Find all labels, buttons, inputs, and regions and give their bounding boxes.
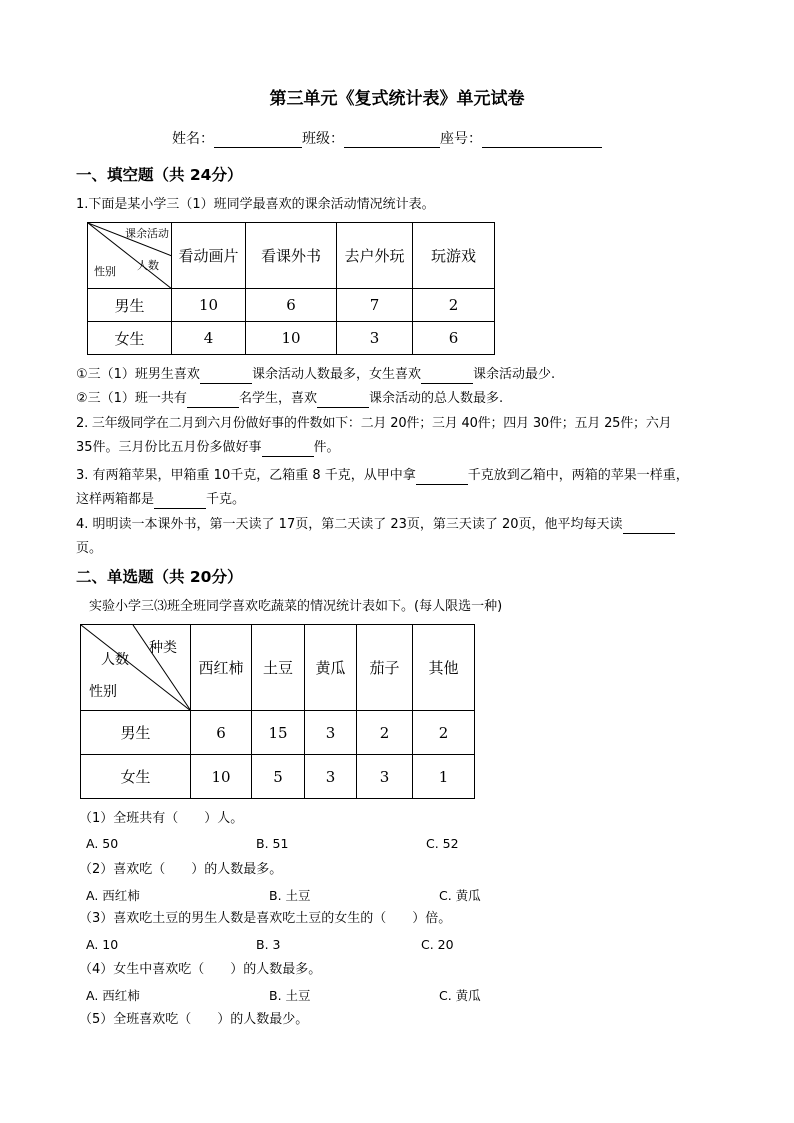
table2-cell: 10 <box>191 755 252 799</box>
q3-text-b: 千克放到乙箱中，两箱的苹果一样重， <box>467 468 689 483</box>
mc-option-c[interactable]: C. 52 <box>426 836 459 851</box>
table1-col-header: 看动画片 <box>172 223 246 289</box>
mc-question-stem: （3）喜欢吃土豆的男生人数是喜欢吃土豆的女生的（ ）倍。 <box>79 911 452 926</box>
answer-blank[interactable] <box>154 495 206 509</box>
q3-text-a: 3. 有两箱苹果，甲箱重 10千克，乙箱重 8 千克，从甲中拿 <box>76 468 416 483</box>
table2-corner-top: 种类 <box>149 640 177 656</box>
mc-option-b[interactable]: B. 3 <box>256 937 281 952</box>
q3-line1 <box>76 467 689 485</box>
q1-intro: 1.下面是某小学三（1）班同学最喜欢的课余活动情况统计表。 <box>76 197 435 212</box>
activity-table <box>87 222 495 355</box>
mc-option-a[interactable]: A. 西红柿 <box>86 988 140 1003</box>
table2-row-label: 女生 <box>81 755 191 799</box>
page-title: 第三单元《复式统计表》单元试卷 <box>269 89 525 109</box>
table2-cell: 1 <box>413 755 475 799</box>
table1-cell: 6 <box>246 289 337 322</box>
table1-cell: 3 <box>337 322 413 355</box>
student-info-line <box>172 128 602 148</box>
mc-question-stem: （2）喜欢吃（ ）的人数最多。 <box>79 862 283 877</box>
answer-blank[interactable] <box>200 370 252 384</box>
mc-option-c[interactable]: C. 20 <box>421 937 454 952</box>
q3-line2 <box>76 491 245 509</box>
mc-option-c[interactable]: C. 黄瓜 <box>439 888 481 903</box>
table1-cell: 6 <box>413 322 495 355</box>
section2-heading: 二、单选题（共 20分） <box>76 568 243 586</box>
table2-corner-cell <box>81 625 191 711</box>
table1-cell: 10 <box>246 322 337 355</box>
table-row <box>81 755 475 799</box>
answer-blank[interactable] <box>623 520 675 534</box>
q1-part2 <box>76 390 503 408</box>
mc-option-a[interactable]: A. 50 <box>86 836 119 851</box>
table2-corner-bottom: 性别 <box>89 684 117 700</box>
table2-cell: 5 <box>252 755 305 799</box>
q2-text-b: 件。 <box>313 440 340 455</box>
table1-cell: 2 <box>413 289 495 322</box>
table-row <box>88 322 495 355</box>
mc-option-b[interactable]: B. 51 <box>256 836 289 851</box>
q1-part2-text-a: ②三（1）班一共有 <box>76 391 187 406</box>
vegetable-table <box>80 624 475 799</box>
mc-option-a[interactable]: A. 西红柿 <box>86 888 140 903</box>
q4-text-a: 4. 明明读一本课外书，第一天读了 17页，第二天读了 23页，第三天读了 20页，他平均每天读 <box>76 517 623 532</box>
mc-option-b[interactable]: B. 土豆 <box>269 988 311 1003</box>
table1-row-label: 女生 <box>88 322 172 355</box>
table2-col-header: 其他 <box>413 625 475 711</box>
name-label: 姓名： <box>172 131 214 147</box>
table2-col-header: 黄瓜 <box>305 625 357 711</box>
mc-option-c[interactable]: C. 黄瓜 <box>439 988 481 1003</box>
table1-cell: 4 <box>172 322 246 355</box>
table1-col-header: 玩游戏 <box>413 223 495 289</box>
table1-corner-cell <box>88 223 172 289</box>
table1-corner-top: 课余活动 <box>125 227 169 240</box>
table1-corner-mid: 人数 <box>137 259 159 272</box>
table2-col-header: 西红柿 <box>191 625 252 711</box>
class-label: 班级： <box>302 131 344 147</box>
answer-blank[interactable] <box>416 471 468 485</box>
q1-part2-text-b: 名学生，喜欢 <box>238 391 317 406</box>
table2-cell: 3 <box>305 755 357 799</box>
q3-text-c: 这样两箱都是 <box>76 492 155 507</box>
table1-cell: 10 <box>172 289 246 322</box>
q1-part1 <box>76 366 555 384</box>
mc-question-stem: （4）女生中喜欢吃（ ）的人数最多。 <box>79 962 322 977</box>
q1-part1-text-a: ①三（1）班男生喜欢 <box>76 367 200 382</box>
table1-corner-bottom: 性别 <box>94 265 116 278</box>
table1-col-header: 去户外玩 <box>337 223 413 289</box>
table2-cell: 3 <box>305 711 357 755</box>
mc-question-stem: （1）全班共有（ ）人。 <box>79 811 244 826</box>
q1-part2-text-c: 课余活动的总人数最多. <box>368 391 504 406</box>
q2-line2 <box>76 439 340 457</box>
table2-cell: 15 <box>252 711 305 755</box>
answer-blank[interactable] <box>421 370 473 384</box>
section1-heading: 一、填空题（共 24分） <box>76 166 243 184</box>
table1-col-header: 看课外书 <box>246 223 337 289</box>
q2-text-a: 35件。三月份比五月份多做好事 <box>76 440 262 455</box>
mc-option-b[interactable]: B. 土豆 <box>269 888 311 903</box>
table-row <box>88 289 495 322</box>
q1-part1-text-b: 课余活动人数最多，女生喜欢 <box>251 367 421 382</box>
name-field[interactable] <box>214 133 302 148</box>
answer-blank[interactable] <box>317 394 369 408</box>
table2-cell: 2 <box>413 711 475 755</box>
table-row <box>81 711 475 755</box>
q4-line2: 页。 <box>76 541 103 556</box>
table2-col-header: 土豆 <box>252 625 305 711</box>
table2-col-header: 茄子 <box>357 625 413 711</box>
table1-cell: 7 <box>337 289 413 322</box>
mc-option-a[interactable]: A. 10 <box>86 937 119 952</box>
class-field[interactable] <box>344 133 440 148</box>
seat-label: 座号： <box>440 131 482 147</box>
answer-blank[interactable] <box>262 443 314 457</box>
q1-part1-text-c: 课余活动最少. <box>472 367 556 382</box>
q4-line1 <box>76 516 675 534</box>
answer-blank[interactable] <box>187 394 239 408</box>
table2-corner-mid: 人数 <box>101 652 129 668</box>
table1-row-label: 男生 <box>88 289 172 322</box>
table2-cell: 2 <box>357 711 413 755</box>
table2-cell: 6 <box>191 711 252 755</box>
table2-row-label: 男生 <box>81 711 191 755</box>
table2-cell: 3 <box>357 755 413 799</box>
q2-line1: 2. 三年级同学在二月到六月份做好事的件数如下：二月 20件；三月 40件；四月 30件；五月 25件；六月 <box>76 416 672 431</box>
seat-field[interactable] <box>482 133 602 148</box>
mc-question-stem: （5）全班喜欢吃（ ）的人数最少。 <box>79 1012 309 1027</box>
q3-text-d: 千克。 <box>206 492 246 507</box>
section2-intro: 实验小学三⑶班全班同学喜欢吃蔬菜的情况统计表如下。(每人限选一种) <box>89 599 503 614</box>
